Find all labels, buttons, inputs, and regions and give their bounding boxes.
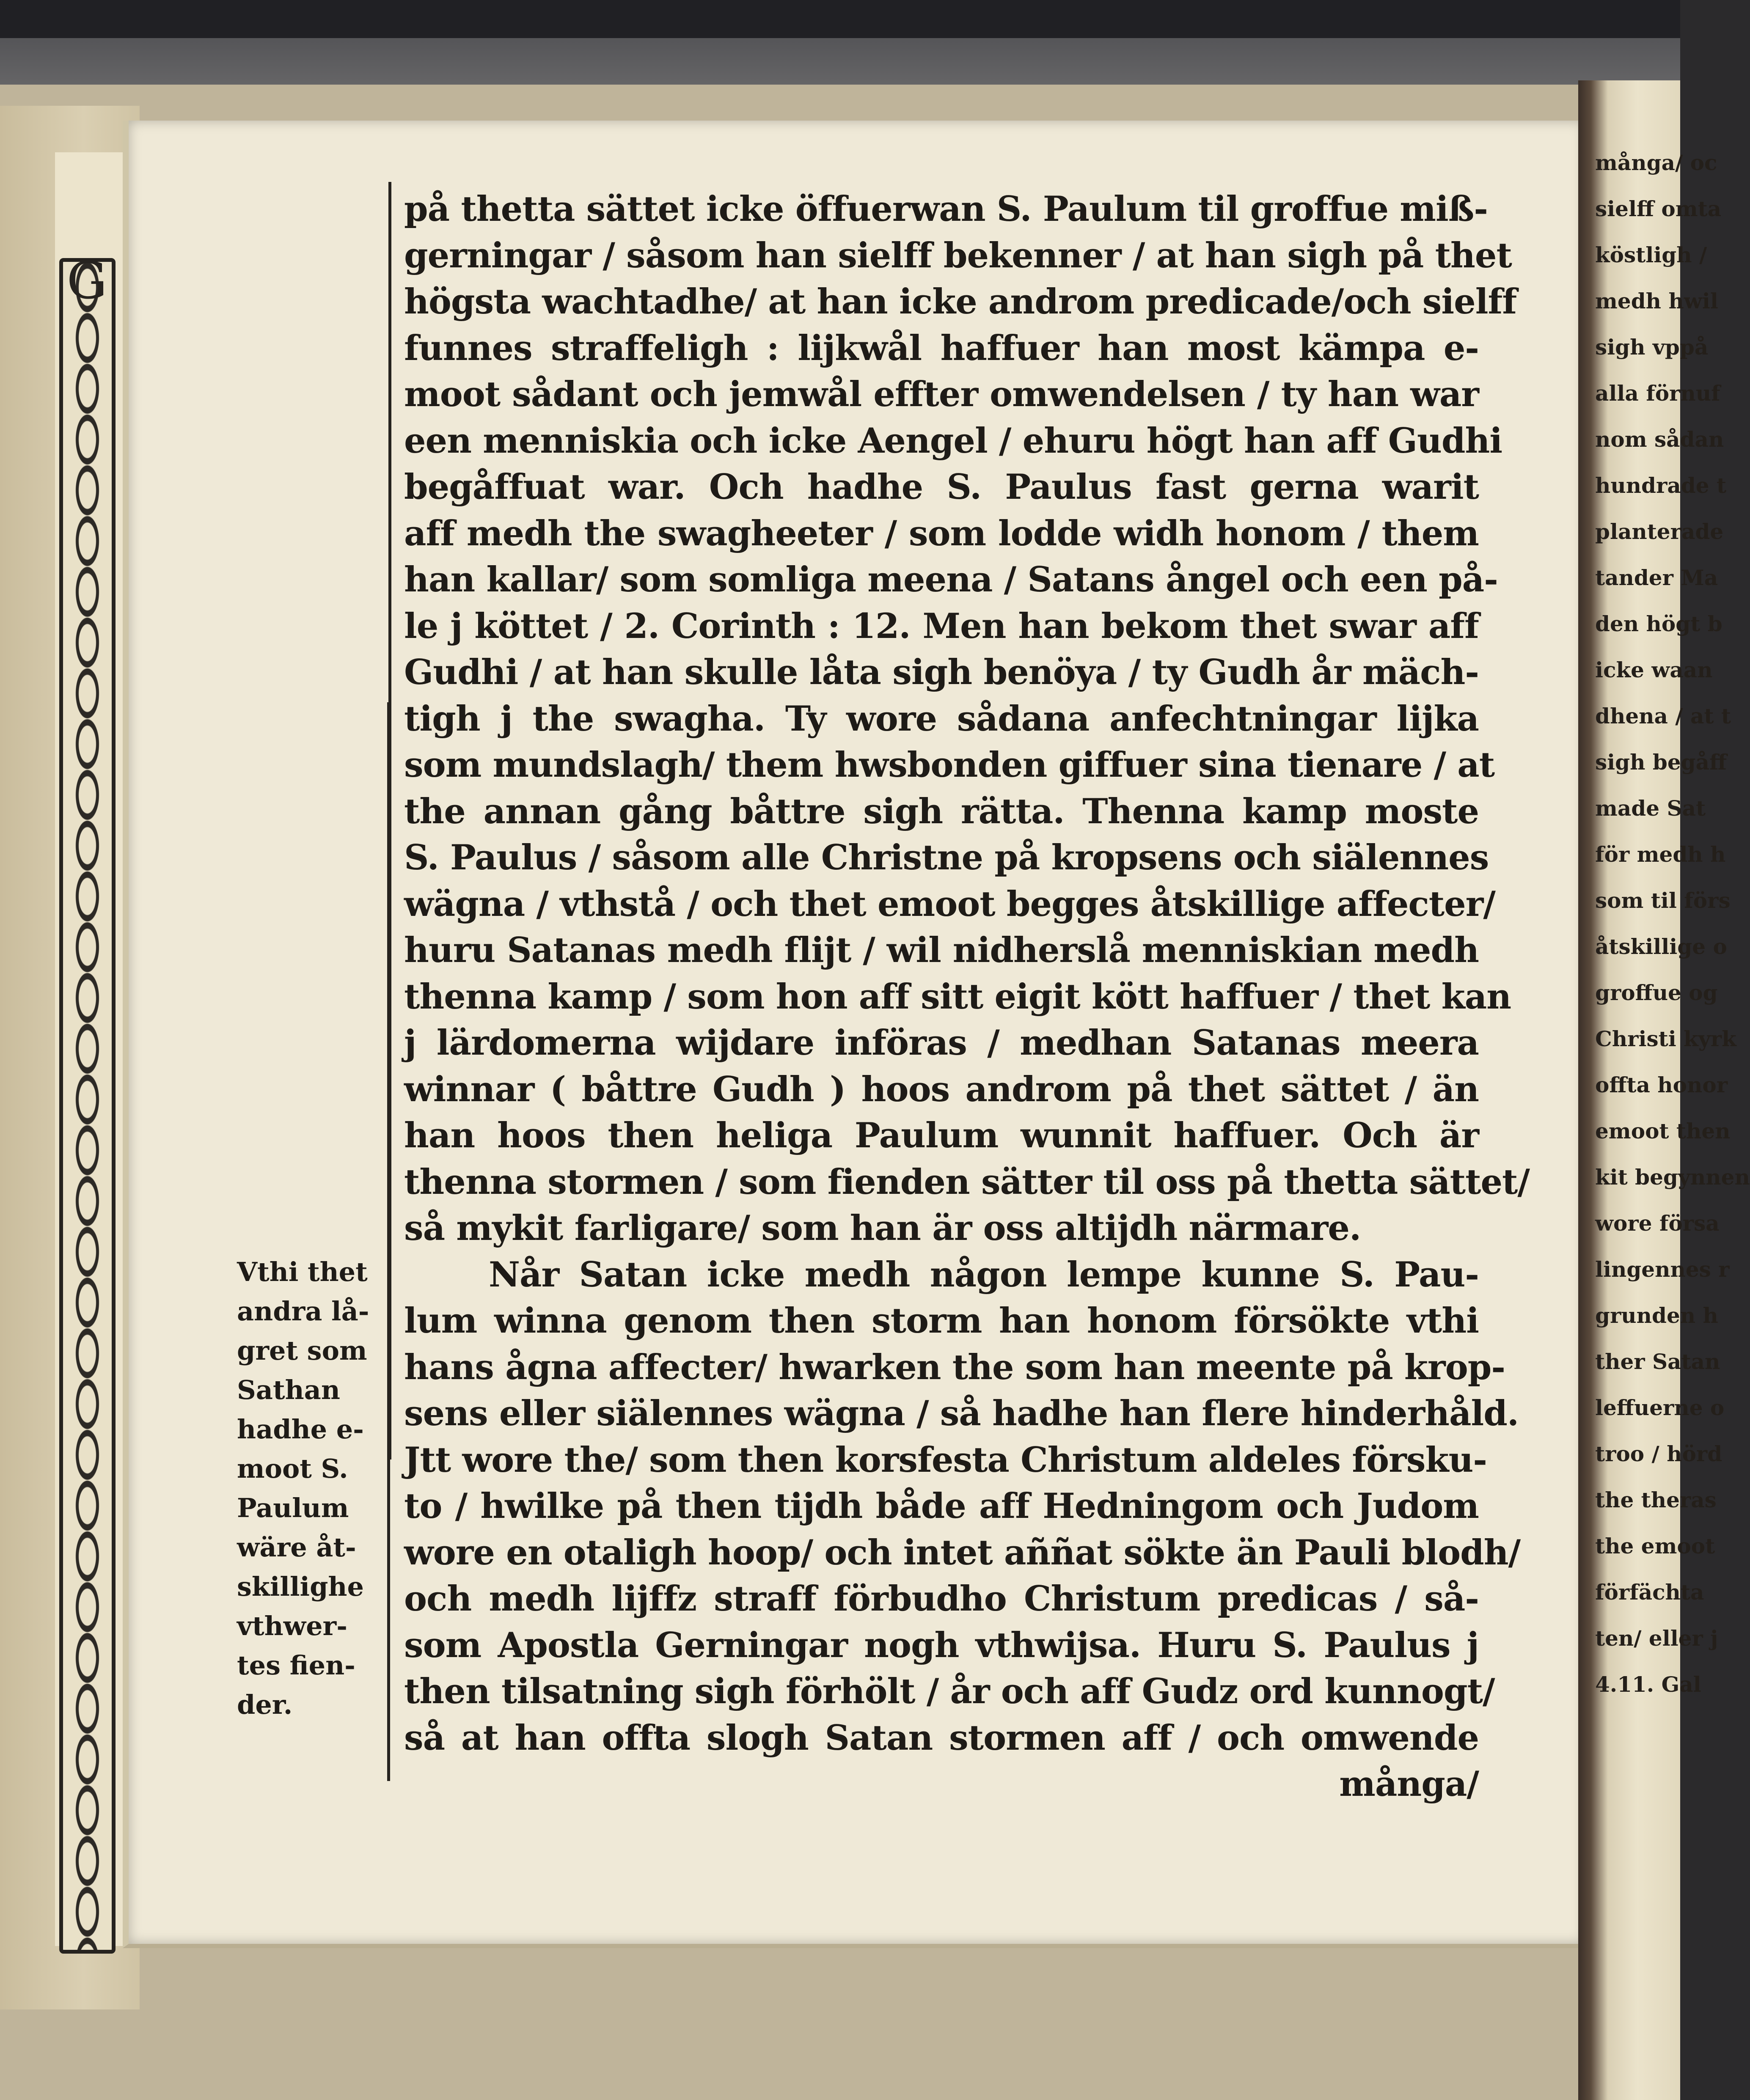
text-line: wore en otaligh hoop/ och intet aññat sökte än Pauli blodh/	[404, 1532, 1521, 1573]
text-line: then tilsatning sigh förhölt / år och aff Gudz ord kunnogt/	[404, 1671, 1495, 1712]
text-line: S. Paulus / såsom alle Christne på kropsens och siälennes	[404, 838, 1489, 878]
ornament-letter: G	[66, 252, 107, 311]
text-line: på thetta sättet icke öffuerwan S. Paulum til groffue miß-	[404, 189, 1488, 229]
facing-page-line: sielff omta	[1595, 196, 1722, 221]
margin-note-line: gret som	[237, 1335, 367, 1366]
margin-note	[237, 1252, 389, 1724]
margin-note-line: skillighe	[237, 1571, 364, 1602]
text-line: wägna / vthstå / och thet emoot begges åtskillige affecter/	[404, 884, 1495, 924]
text-line: begåffuat war. Och hadhe S. Paulus fast gerna warit	[404, 467, 1479, 507]
text-line: och medh lijffz straff förbudho Christum predicas / så-	[404, 1579, 1479, 1619]
facing-page-line: emoot then	[1595, 1119, 1731, 1143]
text-line: Når Satan icke medh någon lempe kunne S. Pau-	[489, 1254, 1479, 1295]
text-line: som Apostla Gerningar nogh vthwijsa. Huru S. Paulus j	[404, 1625, 1479, 1666]
facing-page-line: 4.11. Gal	[1595, 1672, 1701, 1697]
text-line: le j köttet / 2. Corinth : 12. Men han bekom thet swar aff	[404, 606, 1479, 646]
text-line: så at han offta slogh Satan stormen aff / och omwende	[404, 1718, 1479, 1758]
facing-page-text	[1595, 140, 1750, 1707]
facing-page-line: sigh vppå	[1595, 335, 1709, 360]
facing-page-line: the theras	[1595, 1487, 1717, 1512]
text-line: huru Satanas medh flijt / wil nidherslå menniskian medh	[404, 930, 1479, 970]
main-text-block	[404, 186, 1530, 1808]
backdrop-top	[0, 0, 1680, 38]
text-line: Gudhi / at han skulle låta sigh benöya / ty Gudh år mäch-	[404, 652, 1479, 693]
facing-page-line: leffuerne o	[1595, 1395, 1725, 1420]
text-line: tigh j the swagha. Ty wore sådana anfechtningar lijka	[404, 698, 1479, 739]
text-line: moot sådant och jemwål effter omwendelsen / ty han war	[404, 374, 1479, 415]
facing-page-line: köstligh /	[1595, 242, 1707, 267]
facing-page-line: tander Ma	[1595, 565, 1718, 590]
facing-page-line: icke waan	[1595, 657, 1713, 682]
facing-page-line: sigh begåff	[1595, 750, 1727, 775]
text-line: hans ågna affecter/ hwarken the som han meente på krop-	[404, 1347, 1505, 1388]
text-line: to / hwilke på then tijdh både aff Hedningom och Judom	[404, 1486, 1479, 1526]
facing-page-line: alla förnuf	[1595, 381, 1720, 406]
margin-note-line: vthwer-	[237, 1611, 347, 1641]
facing-page-line: grunden h	[1595, 1303, 1718, 1328]
text-line: winnar ( båttre Gudh ) hoos androm på thet sättet / än	[404, 1069, 1479, 1110]
facing-page-line: medh hwil	[1595, 289, 1718, 313]
facing-page-line: wore försa	[1595, 1211, 1720, 1236]
facing-page-line: troo / hörd	[1595, 1441, 1722, 1466]
text-line: han kallar/ som somliga meena / Satans ångel och een på-	[404, 560, 1498, 600]
facing-page-line: lingennes r	[1595, 1257, 1730, 1282]
text-line: Jtt wore the/ som then korsfesta Christum aldeles försku-	[404, 1440, 1487, 1480]
margin-note-line: tes fien-	[237, 1650, 355, 1681]
text-line: många/	[1339, 1764, 1479, 1804]
facing-page-line: nom sådan	[1595, 427, 1724, 452]
text-line: thenna stormen / som fienden sätter til oss på thetta sättet/	[404, 1162, 1530, 1202]
facing-page-line: som til förs	[1595, 888, 1731, 913]
facing-page-line: åtskillige o	[1595, 934, 1727, 959]
text-line: een menniskia och icke Aengel / ehuru högt han aff Gudhi	[404, 421, 1502, 461]
facing-page-line: ther Satan	[1595, 1349, 1720, 1374]
facing-page-line: offta honor	[1595, 1072, 1728, 1097]
facing-page-line: the emoot	[1595, 1534, 1715, 1559]
facing-page-line: groffue og	[1595, 980, 1718, 1005]
ornamental-border	[59, 252, 116, 1954]
facing-page-line: för medh h	[1595, 842, 1726, 867]
margin-note-line: Paulum	[237, 1493, 349, 1523]
text-line: aff medh the swagheeter / som lodde widh honom / them	[404, 513, 1479, 554]
text-line: j lärdomerna wijdare införas / medhan Satanas meera	[404, 1023, 1479, 1063]
margin-note-line: moot S.	[237, 1453, 348, 1484]
facing-page-line: många/ oc	[1595, 150, 1717, 175]
margin-note-line: der.	[237, 1689, 293, 1720]
margin-note-line: hadhe e-	[237, 1414, 364, 1445]
text-line: lum winna genom then storm han honom försökte vthi	[404, 1301, 1479, 1341]
text-line: the annan gång båttre sigh rätta. Thenna kamp moste	[404, 791, 1479, 832]
margin-note-line: Sathan	[237, 1374, 340, 1405]
text-line: sens eller siälennes wägna / så hadhe han flere hinderhåld.	[404, 1394, 1519, 1434]
text-line: han hoos then heliga Paulum wunnit haffuer. Och är	[404, 1116, 1479, 1156]
text-line: högsta wachtadhe/ at han icke androm predicade/och sielff	[404, 282, 1517, 322]
facing-page-line: made Sat	[1595, 796, 1706, 821]
facing-page-line: Christi kyrk	[1595, 1026, 1736, 1051]
facing-page-line: förfächta	[1595, 1580, 1704, 1605]
text-line: som mundslagh/ them hwsbonden giffuer sina tienare / at	[404, 745, 1495, 785]
facing-page-line: hundrade t	[1595, 473, 1727, 498]
margin-note-line: wäre åt-	[237, 1532, 356, 1563]
facing-page-line: den högt b	[1595, 611, 1722, 636]
text-line: funnes straffeligh : lijkwål haffuer han most kämpa e-	[404, 328, 1479, 368]
text-line: thenna kamp / som hon aff sitt eigit kött haffuer / thet kan	[404, 976, 1511, 1017]
facing-page-line: planterade	[1595, 519, 1724, 544]
facing-page-line: dhena / at t	[1595, 704, 1731, 728]
facing-page-line: kit begynnen	[1595, 1165, 1750, 1190]
margin-note-line: andra lå-	[237, 1296, 369, 1327]
facing-page-line: ten/ eller j	[1595, 1626, 1718, 1651]
text-line: gerningar / såsom han sielff bekenner / at han sigh på thet	[404, 235, 1512, 276]
text-line: så mykit farligare/ som han är oss altijdh närmare.	[404, 1208, 1361, 1248]
margin-note-line: Vthi thet	[237, 1256, 368, 1287]
